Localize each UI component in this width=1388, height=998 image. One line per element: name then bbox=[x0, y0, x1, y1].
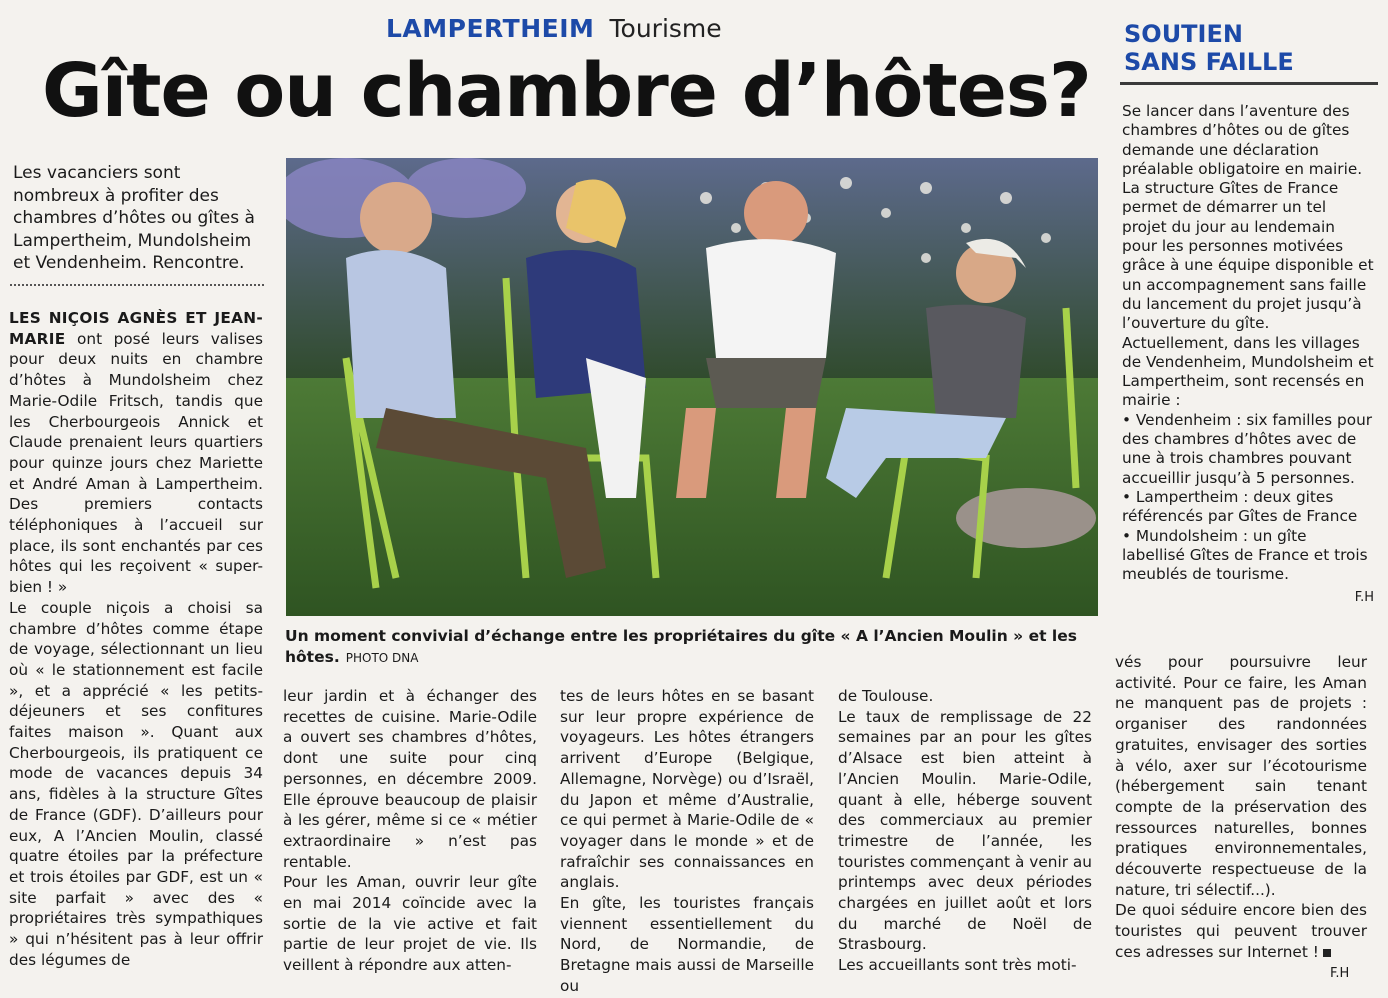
photo-credit: PHOTO DNA bbox=[345, 651, 419, 665]
article-paragraph: Les accueillants sont très moti- bbox=[838, 956, 1077, 975]
section-rubric bbox=[386, 14, 722, 43]
end-mark-icon bbox=[1323, 949, 1331, 957]
sidebar-title-line1: SOUTIEN bbox=[1124, 20, 1243, 48]
sidebar-title-line2: SANS FAILLE bbox=[1124, 48, 1294, 76]
sidebar-bullet: • Vendenheim : six familles pour des chambres d’hôtes avec de une à trois chambres pouvant accueillir jusqu’à 5 personnes. bbox=[1122, 410, 1373, 487]
sidebar-title bbox=[1124, 20, 1294, 76]
photo-illustration bbox=[286, 158, 1098, 616]
article-column-1 bbox=[9, 308, 263, 971]
article-column-4 bbox=[838, 686, 1092, 976]
sidebar-paragraph: La structure Gîtes de France permet de démarrer un tel projet du jour au lendemain pour les personnes motivées grâce à une équipe disponible et un accompagnement sans faille du lancement du projet jusqu’à l’ouverture du gîte. bbox=[1122, 179, 1374, 333]
article-column-3 bbox=[560, 686, 814, 997]
photo-caption: Un moment convivial d’échange entre les propriétaires du gîte « A l’Ancien Moulin » et les hôtes. PHOTO DNA bbox=[285, 627, 1077, 666]
article-paragraph: tes de leurs hôtes en se basant sur leur propre expérience de voyageurs. Les hôtes étrangers arrivent d’Europe (Belgique, Allemagne, Norvège) ou d’Israël, du Japon et même d’Australie, ce qui permet à Marie-Odile de « voyager dans le monde » et de rafraîchir ses connaissances en anglais. bbox=[560, 687, 814, 892]
article-paragraph: En gîte, les touristes français viennent essentiellement du Nord, de Normandie, de Bretagne mais aussi de Marseille ou bbox=[560, 894, 814, 995]
article-column-2 bbox=[283, 686, 537, 976]
article-signature: F.H bbox=[1330, 966, 1350, 981]
sidebar-body bbox=[1122, 102, 1374, 608]
dotted-divider bbox=[10, 284, 264, 286]
headline: Gîte ou chambre d’hôtes? bbox=[42, 48, 1091, 134]
article-paragraph: Le couple niçois a choisi sa chambre d’hôtes comme étape de voyage, sélectionnant un lieu où « le stationnement est facile », et a apprécié « les petits-déjeuners et ses confitures faites maison ». Quant aux Cherbourgeois, ils pratiquent ce mode de vacances depuis 34 ans, fidèles à la structure Gîtes de France (GDF). D’ailleurs pour eux, A l’Ancien Moulin, classé quatre étoiles par la préfecture et trois étoiles par GDF, est un « site parfait » avec des « propriétaires très sympathiques » qui n’hésitent pas à leur offrir des légumes de bbox=[9, 598, 263, 969]
sidebar-paragraph: Actuellement, dans les villages de Vendenheim, Mundolsheim et Lampertheim, sont recensés en mairie : bbox=[1122, 333, 1374, 410]
sidebar-rule bbox=[1120, 82, 1378, 85]
article-paragraph: vés pour poursuivre leur activité. Pour ce faire, les Aman ne manquent pas de projets : organiser des randonnées gratuites, envisager des sorties à vélo, axer sur l’écotourisme (hébergement sain tenant compte de la préservation des ressources naturelles, bonnes pratiques environnementales, découverte respectueuse de la nature, tri sélectif...). bbox=[1115, 653, 1367, 899]
sidebar-bullet: • Mundolsheim : un gîte labellisé Gîtes de France et trois meublés de tourisme. bbox=[1122, 526, 1368, 584]
sidebar-signature: F.H bbox=[1354, 590, 1374, 606]
article-paragraph: De quoi séduire encore bien des touristes qui peuvent trouver ces adresses sur Internet ! bbox=[1115, 901, 1367, 961]
article-paragraph: Pour les Aman, ouvrir leur gîte en mai 2014 coïncide avec la sortie de la vie active et fait partie de leur projet de vie. Ils veillent à répondre aux atten- bbox=[283, 873, 537, 975]
lede: Les vacanciers sont nombreux à profiter des chambres d’hôtes ou gîtes à Lampertheim, Mundolsheim et Vendenheim. Rencontre. bbox=[13, 163, 255, 273]
article-photo bbox=[286, 158, 1098, 616]
rubric-location: LAMPERTHEIM bbox=[386, 14, 595, 43]
sidebar-bullet: • Lampertheim : deux gites référencés par Gîtes de France bbox=[1122, 487, 1358, 526]
article-paragraph: de Toulouse. bbox=[838, 687, 934, 705]
article-column-5 bbox=[1115, 652, 1367, 963]
lead-in: LES NIÇOIS AGNÈS ET JEAN-MARIE bbox=[9, 309, 263, 348]
sidebar-paragraph: Se lancer dans l’aventure des chambres d’hôtes ou de gîtes demande une déclaration préalable obligatoire en mairie. bbox=[1122, 102, 1363, 178]
article-paragraph: Le taux de remplissage de 22 semaines par an pour les gîtes d’Alsace est bien atteint à l’Ancien Moulin. Marie-Odile, quant à elle, héberge souvent des commerciaux au premier trimestre de l’année, les touristes commençant à venir au printemps avec deux périodes chargées en juillet août et lors du marché de Noël de Strasbourg. bbox=[838, 707, 1092, 954]
article-paragraph: LES NIÇOIS AGNÈS ET JEAN-MARIE ont posé leurs valises pour deux nuits en chambre d’hôtes à Mundolsheim chez Marie-Odile Fritsch, tandis que les Cherbourgeois Annick et Claude prenaient leurs quartiers pour quinze jours chez Mariette et André Aman à Lampertheim. Des premiers contacts téléphoniques à l’accueil sur place, ils sont enchantés par ces hôtes qui les reçoivent « super-bien ! » bbox=[9, 309, 263, 597]
article-paragraph: leur jardin et à échanger des recettes de cuisine. Marie-Odile a ouvert ses chambres d’hôtes, dont une suite pour cinq personnes, en décembre 2009. Elle éprouve beaucoup de plaisir à les gérer, même si ce « métier extraordinaire » n’est pas rentable. bbox=[283, 687, 537, 871]
rubric-category: Tourisme bbox=[609, 14, 722, 43]
